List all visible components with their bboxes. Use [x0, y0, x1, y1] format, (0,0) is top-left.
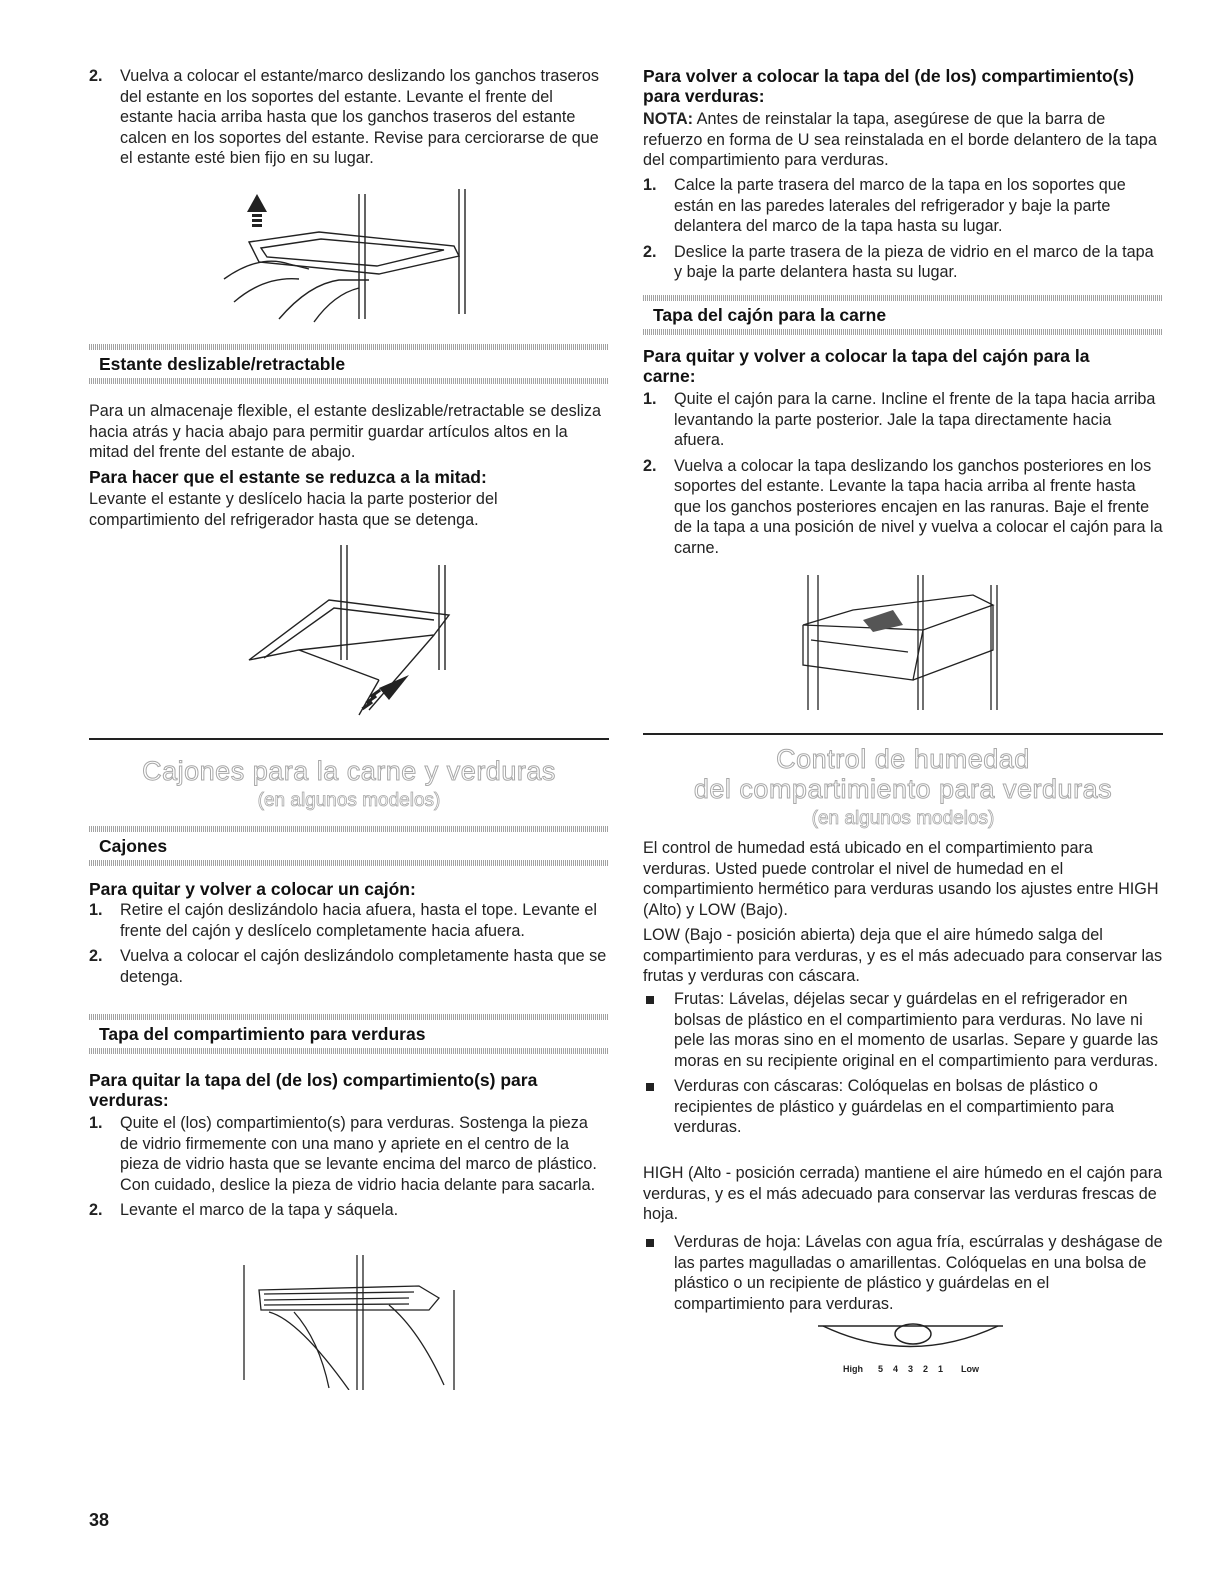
- list-item: 1. Calce la parte trasera del marco de la tapa en los soportes que están en las paredes laterales del refrigerador y baje la parte delantera del marco de la tapa hasta su lugar.: [643, 176, 1126, 235]
- crisper-replace-steps: [643, 175, 1163, 283]
- section-title-line-1: Control de humedad: [776, 744, 1030, 774]
- dial-label-2: 2: [923, 1364, 929, 1374]
- bullet-icon: [646, 996, 654, 1004]
- sliding-shelf-heading: Estante deslizable/retractable: [99, 354, 346, 374]
- list-item: Verduras de hoja: Lávelas con agua fría, escúrralas y deshágase de las partes magulladas o amarillentas. Colóquelas en una bolsa de plástico o un recipiente de plástico y guárdelas en el compartimiento para verduras.: [643, 1232, 1163, 1314]
- low-bullets: [643, 989, 1163, 1138]
- list-item: 2. Levante el marco de la tapa y sáquela.: [89, 1201, 399, 1219]
- step-number: 2.: [89, 67, 103, 85]
- crisper-remove-steps: [89, 1113, 609, 1221]
- page-number: 38: [89, 1510, 110, 1530]
- crisper-cover-header: [89, 1014, 609, 1054]
- meat-cover-heading: Tapa del cajón para la carne: [653, 305, 887, 325]
- drawer-steps: [89, 900, 609, 987]
- dial-label-4: 4: [893, 1364, 899, 1374]
- meat-remove-heading: Para quitar y volver a colocar la tapa del cajón para la carne:: [643, 346, 1090, 386]
- section-subtitle: (en algunos modelos): [811, 808, 995, 829]
- crisper-replace-heading: Para volver a colocar la tapa del (de los) compartimiento(s) para verduras:: [643, 66, 1135, 106]
- section-title: Cajones para la carne y verduras: [142, 756, 556, 786]
- dial-label-5: 5: [878, 1364, 884, 1374]
- section-title-line-2: del compartimiento para verduras: [693, 774, 1113, 804]
- step-text: Vuelva a colocar el estante/marco deslizando los ganchos traseros del estante en los soportes del estante. Levante el frente del estante hacia arriba hasta que los ganchos traseros del estante calcen en los soportes del estante. Revise para cerciorarse de que el estante esté bien fijo en su lugar.: [120, 67, 599, 167]
- dial-label-high: High: [843, 1364, 863, 1374]
- half-shelf-heading: Para hacer que el estante se reduzca a la mitad:: [89, 467, 487, 487]
- meat-cover-header: [643, 295, 1163, 335]
- dial-label-3: 3: [908, 1364, 914, 1374]
- nota-paragraph: [643, 109, 1163, 171]
- bullet-icon: [646, 1239, 654, 1247]
- section-divider: [643, 733, 1163, 735]
- bullet-icon: [646, 1083, 654, 1091]
- nota-text: Antes de reinstalar la tapa, asegúrese de que la barra de refuerzo en forma de U sea reinstalada en el borde delantero de la tapa del compartimiento para verduras.: [643, 110, 1157, 169]
- drawers-heading: Cajones: [99, 836, 168, 856]
- section-subtitle: (en algunos modelos): [257, 790, 441, 811]
- low-setting-text: LOW (Bajo - posición abierta) deja que el aire húmedo salga del compartimiento para verduras, y es el más adecuado para conservar las frutas y verduras con cáscara.: [643, 926, 1163, 985]
- list-item: 1. Quite el (los) compartimiento(s) para verduras. Sostenga la pieza de vidrio firmemente con una mano y apriete en el centro de la pieza de vidrio hasta que se levante encima del marco de plástico. Con cuidado, deslice la pieza de vidrio hacia delante para sacarla.: [89, 1114, 597, 1194]
- half-shelf-text: Levante el estante y deslícelo hacia la parte posterior del compartimiento del refrigerador hasta que se detenga.: [89, 490, 498, 529]
- list-item: 1. Quite el cajón para la carne. Incline el frente de la tapa hacia arriba levantando la parte posterior. Jale la tapa directamente hacia afuera.: [643, 390, 1156, 449]
- shelf-step-2: [89, 66, 609, 169]
- meat-steps: [643, 389, 1163, 558]
- humidity-section-header: [643, 744, 1163, 830]
- list-item: Verduras con cáscaras: Colóquelas en bolsas de plástico o recipientes de plástico y guárdelas en el compartimiento para verduras.: [643, 1076, 1163, 1138]
- meat-veg-section-header: [89, 756, 609, 812]
- crisper-cover-heading: Tapa del compartimiento para verduras: [99, 1024, 426, 1044]
- list-item: 1. Retire el cajón deslizándolo hacia afuera, hasta el tope. Levante el frente del cajón y deslícelo completamente hacia afuera.: [89, 901, 597, 940]
- drawer-remove-heading: Para quitar y volver a colocar un cajón:: [89, 879, 416, 899]
- list-item: 2. Deslice la parte trasera de la pieza de vidrio en el marco de la tapa y baje la parte delantera hasta su lugar.: [643, 242, 1154, 281]
- shelf-replace-illustration: [219, 184, 479, 324]
- humidity-intro: El control de humedad está ubicado en el compartimiento para verduras. Usted puede controlar el nivel de humedad en el compartimiento hermético para verduras usando los ajustes entre HIGH (Alto) y LOW (Bajo).: [643, 839, 1159, 919]
- list-item: Frutas: Lávelas, déjelas secar y guárdelas en el refrigerador en bolsas de plástico en el compartimiento para verduras. No lave ni pele las moras sino en el momento de usarlas. Separe y guarde las moras en su recipiente original en el compartimiento para verduras.: [643, 989, 1163, 1071]
- shelf-slide-illustration: [239, 540, 459, 720]
- section-divider: [89, 738, 609, 740]
- dial-label-low: Low: [961, 1364, 979, 1374]
- sliding-shelf-text: Para un almacenaje flexible, el estante deslizable/retractable se desliza hacia atrás y hacia abajo para permitir guardar artículos altos en la mitad del frente del estante de abajo.: [89, 402, 602, 461]
- list-item: 2. Vuelva a colocar la tapa deslizando los ganchos posteriores en los soportes del estante. Levante la tapa hacia arriba al frente hasta que los ganchos posteriores encajen en las ranuras. Baje el frente de la tapa a una posición de nivel y vuelva a colocar el cajón para la carne.: [643, 456, 1163, 557]
- nota-label: NOTA:: [643, 110, 694, 128]
- drawers-header: [89, 826, 609, 866]
- crisper-remove-heading: Para quitar la tapa del (de los) compartimiento(s) para verduras:: [89, 1070, 538, 1110]
- high-setting-text: HIGH (Alto - posición cerrada) mantiene el aire húmedo en el cajón para verduras, y es el más adecuado para conservar las verduras frescas de hoja.: [643, 1164, 1163, 1223]
- crisper-cover-illustration: [239, 1250, 469, 1390]
- meat-drawer-illustration: [793, 570, 1013, 715]
- list-item: 2. Vuelva a colocar el cajón deslizándolo completamente hasta que se detenga.: [89, 947, 607, 986]
- sliding-shelf-header: [89, 344, 609, 384]
- dial-label-1: 1: [938, 1364, 944, 1374]
- humidity-dial-illustration: [773, 1322, 1013, 1382]
- high-bullets: [643, 1232, 1163, 1314]
